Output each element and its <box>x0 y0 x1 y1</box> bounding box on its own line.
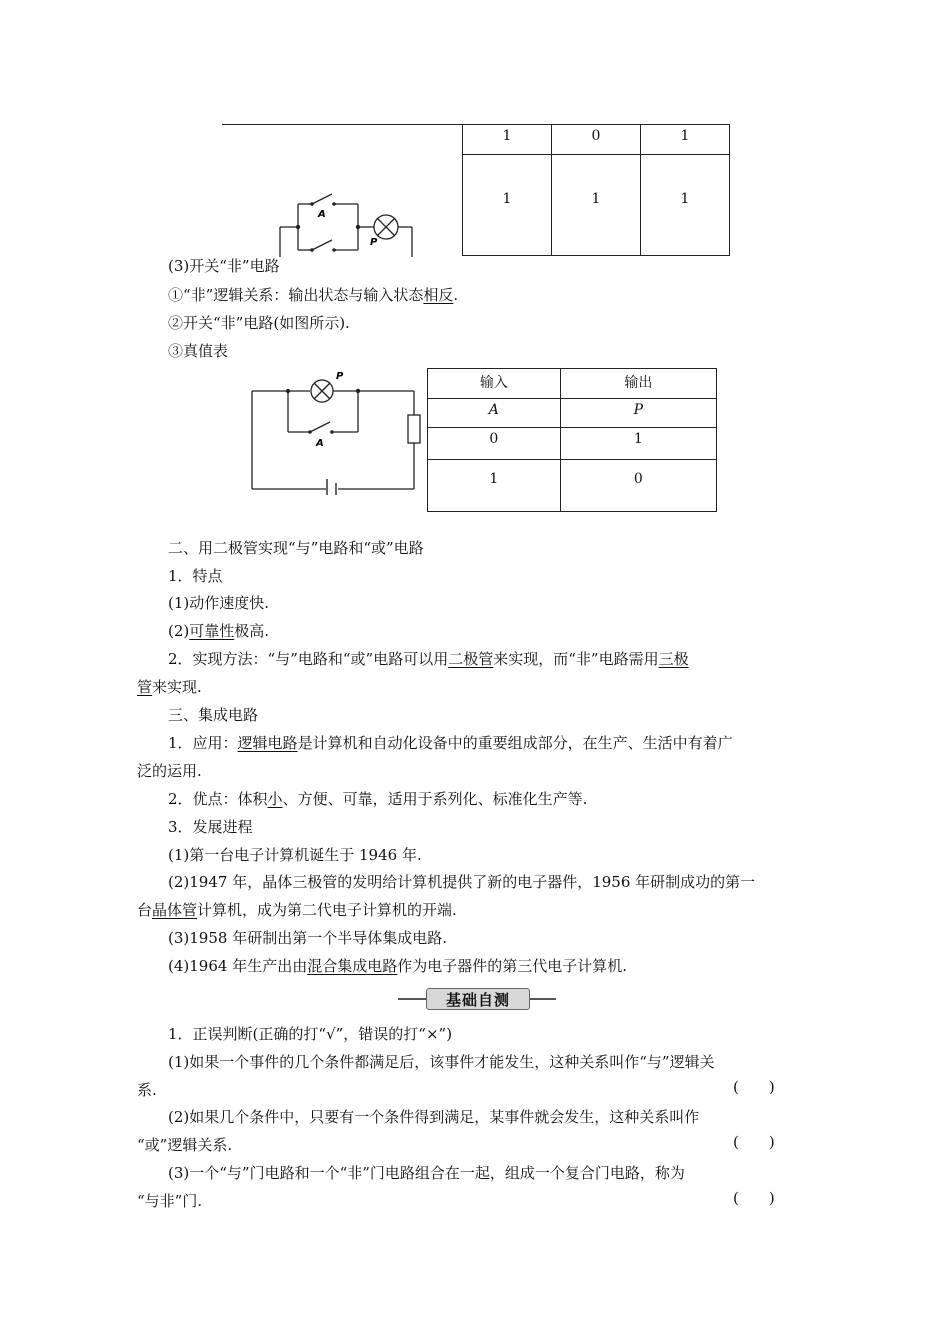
text: 2．优点：体积 <box>168 790 268 808</box>
table-cell: 0 <box>428 428 561 460</box>
sec3-p4: (1)第一台电子计算机诞生于 1946 年. <box>168 846 422 864</box>
or-circuit-diagram <box>270 185 420 257</box>
answer-underline: 逻辑电路 <box>237 734 298 752</box>
label-p: P <box>370 237 378 248</box>
not-section-title: (3)开关“非”电路 <box>168 257 280 275</box>
banner-title: 基础自测 <box>445 991 510 1009</box>
answer-underline: 三极 <box>658 650 689 668</box>
sec2-p2: (1)动作速度快. <box>168 594 270 612</box>
table-cell: 1 <box>641 155 730 256</box>
section-banner <box>398 987 556 1011</box>
table-header: 输入 <box>428 369 561 399</box>
sec2-p4 <box>168 649 689 669</box>
sec3-p1-cont: 泛的运用. <box>137 762 202 780</box>
table-cell: 1 <box>428 460 561 512</box>
text: 计算机，成为第二代电子计算机的开端. <box>197 901 457 919</box>
quiz-q1: 1．正误判断(正确的打“√”，错误的打“×”) <box>168 1025 453 1043</box>
answer-underline: 管 <box>137 678 153 696</box>
section-3-title: 三、集成电路 <box>168 706 259 724</box>
section-2-title: 二、用二极管实现“与”电路和“或”电路 <box>168 539 424 557</box>
not-circuit-diagram <box>246 365 430 495</box>
text: 是计算机和自动化设备中的重要组成部分，在生产、生活中有着广 <box>297 734 733 752</box>
not-truth-table <box>427 368 717 512</box>
text: ①“非”逻辑关系：输出状态与输入状态 <box>168 286 424 304</box>
sec2-p4-cont <box>137 677 202 697</box>
table-row <box>428 399 717 428</box>
table-row <box>428 460 717 512</box>
text: . <box>453 286 459 304</box>
quiz-a2-cont: “或”逻辑关系. <box>137 1136 233 1154</box>
sec3-p3: 3．发展进程 <box>168 818 253 836</box>
sec2-p1: 1．特点 <box>168 567 223 585</box>
sec2-p3 <box>168 621 269 641</box>
sec3-p6: (3)1958 年研制出第一个半导体集成电路. <box>168 929 447 947</box>
table-row <box>428 369 717 399</box>
text: 、方便、可靠，适用于系列化、标准化生产等. <box>282 790 588 808</box>
table-row <box>428 428 717 460</box>
answer-underline: 二极管 <box>448 650 494 668</box>
text: 来实现，而“非”电路需用 <box>493 650 659 668</box>
answer-blank[interactable]: ( ) <box>733 1133 775 1151</box>
sec3-p2 <box>168 789 587 809</box>
sec3-p1 <box>168 733 733 753</box>
text: 极高. <box>234 622 270 640</box>
text: 台 <box>137 901 153 919</box>
table-cell: 1 <box>560 428 716 460</box>
not-item-3: ③真值表 <box>168 342 229 360</box>
quiz-a3: (3)一个“与”门电路和一个“非”门电路组合在一起，组成一个复合门电路，称为 <box>168 1164 685 1182</box>
answer-underline: 混合集成电路 <box>307 957 398 975</box>
quiz-a1: (1)如果一个事件的几个条件都满足后，该事件才能发生，这种关系叫作“与”逻辑关 <box>168 1053 715 1071</box>
table-cell: 1 <box>552 155 641 256</box>
table-cell: 0 <box>560 460 716 512</box>
text: (2) <box>168 622 190 640</box>
top-truth-table <box>462 124 730 256</box>
table-row <box>463 125 730 155</box>
table-cell: 1 <box>641 125 730 155</box>
quiz-a2: (2)如果几个条件中，只要有一个条件得到满足，某事件就会发生，这种关系叫作 <box>168 1108 700 1126</box>
not-item-1 <box>168 285 458 305</box>
table-header: 输出 <box>560 369 716 399</box>
table-row <box>463 155 730 256</box>
table-cell: A <box>428 399 561 428</box>
top-rule <box>222 124 462 125</box>
answer-blank[interactable]: ( ) <box>733 1189 775 1207</box>
table-cell: 0 <box>552 125 641 155</box>
label-p: P <box>336 371 344 382</box>
text: 1．应用： <box>168 734 238 752</box>
table-cell: P <box>560 399 716 428</box>
label-a: A <box>318 209 326 220</box>
label-a: A <box>316 438 324 449</box>
quiz-a1-cont: 系. <box>137 1081 157 1099</box>
sec3-p7 <box>168 956 627 976</box>
text: 作为电子器件的第三代电子计算机. <box>397 957 627 975</box>
text: 来实现. <box>152 678 202 696</box>
answer-underline: 晶体管 <box>152 901 198 919</box>
table-cell: 1 <box>463 125 552 155</box>
quiz-a3-cont: “与非”门. <box>137 1192 203 1210</box>
answer-blank[interactable]: ( ) <box>733 1078 775 1096</box>
text: (4)1964 年生产出由 <box>168 957 308 975</box>
answer-underline: 相反 <box>423 286 454 304</box>
sec3-p5-cont <box>137 900 457 920</box>
not-item-2: ②开关“非”电路(如图所示). <box>168 314 350 332</box>
table-cell: 1 <box>463 155 552 256</box>
answer-underline: 可靠性 <box>189 622 235 640</box>
answer-underline: 小 <box>267 790 283 808</box>
text: 2．实现方法：“与”电路和“或”电路可以用 <box>168 650 449 668</box>
sec3-p5: (2)1947 年，晶体三极管的发明给计算机提供了新的电子器件，1956 年研制成功的第一 <box>168 873 756 891</box>
